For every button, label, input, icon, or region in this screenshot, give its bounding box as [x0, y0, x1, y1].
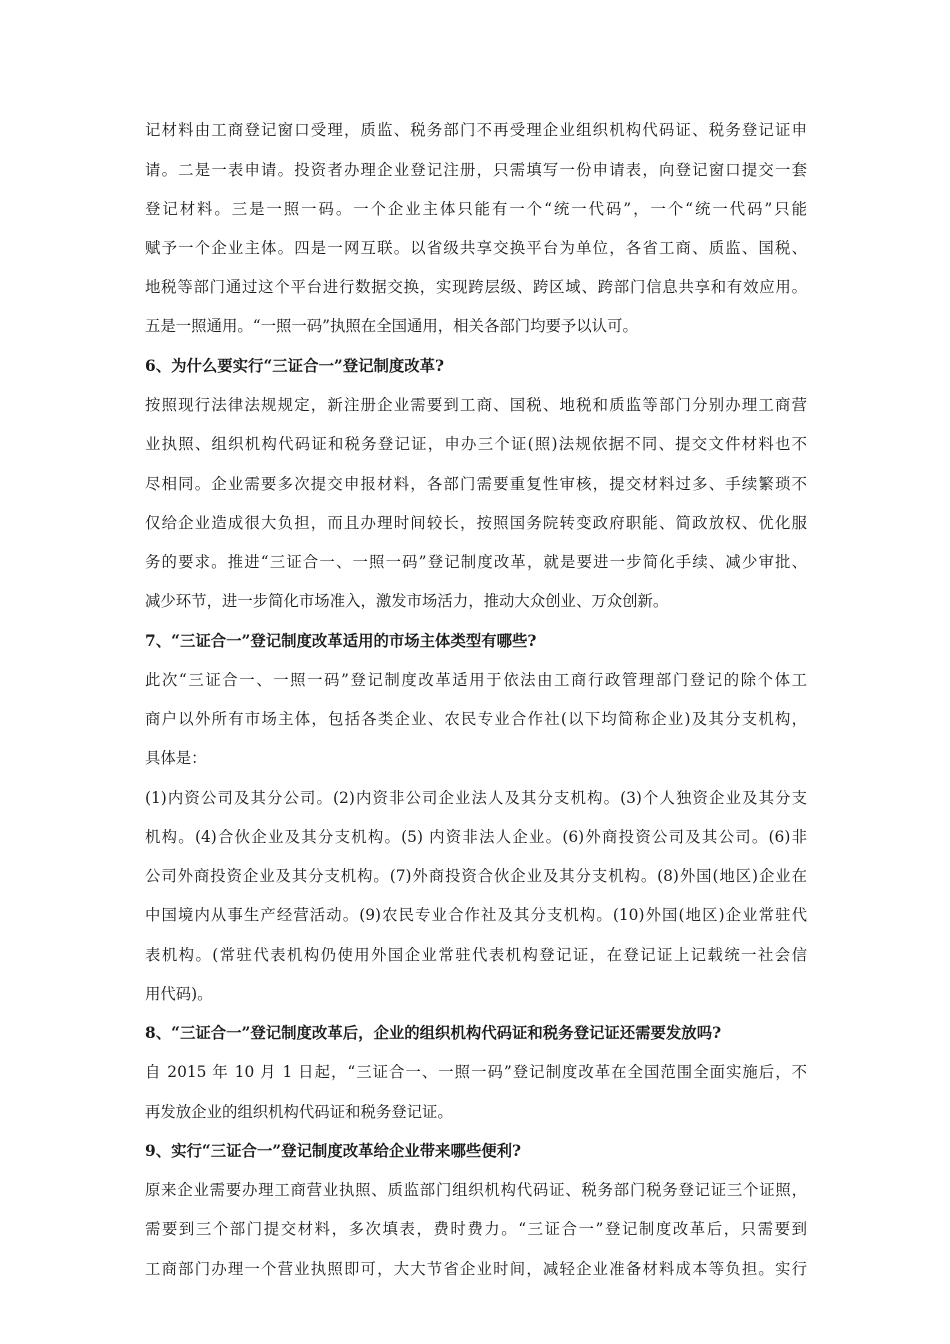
paragraph-line: 五是一照通用。“一照一码”执照在全国通用，相关各部门均要予以认可。 — [145, 317, 638, 335]
paragraph-line: 赋予一个企业主体。四是一网互联。以省级共享交换平台为单位，各省工商、质监、国税、 — [145, 239, 807, 257]
paragraph-line: 商户以外所有市场主体，包括各类企业、农民专业合作社(以下均简称企业)及其分支机构， — [145, 710, 807, 728]
paragraph-line: 登记材料。三是一照一码。一个企业主体只能有一个“统一代码”，一个“统一代码”只能 — [145, 200, 807, 218]
paragraph-line: 中国境内从事生产经营活动。(9)农民专业合作社及其分支机构。(10)外国(地区)企业常驻代 — [145, 906, 807, 924]
paragraph-line: 请。二是一表申请。投资者办理企业登记注册，只需填写一份申请表，向登记窗口提交一套 — [145, 161, 807, 179]
paragraph-line: 公司外商投资企业及其分支机构。(7)外商投资合伙企业及其分支机构。(8)外国(地区)企业在 — [145, 867, 807, 885]
paragraph-line: 机构。(4)合伙企业及其分支机构。(5) 内资非法人企业。(6)外商投资公司及其公司。(6)非 — [145, 828, 807, 846]
paragraph-line: 务的要求。推进“三证合一、一照一码”登记制度改革，就是要进一步简化手续、减少审批、 — [145, 553, 807, 571]
paragraph-line: 具体是： — [145, 749, 207, 767]
paragraph-line: 地税等部门通过这个平台进行数据交换，实现跨层级、跨区域、跨部门信息共享和有效应用。 — [145, 278, 807, 296]
paragraph-line: 按照现行法律法规规定，新注册企业需要到工商、国税、地税和质监等部门分别办理工商营 — [145, 396, 807, 414]
paragraph-line: (1)内资公司及其分公司。(2)内资非公司企业法人及其分支机构。(3)个人独资企业及其分支 — [145, 789, 807, 807]
paragraph-line: 记材料由工商登记窗口受理，质监、税务部门不再受理企业组织机构代码证、税务登记证申 — [145, 121, 807, 139]
paragraph-line: 用代码)。 — [145, 985, 213, 1003]
paragraph-line: 业执照、组织机构代码证和税务登记证，申办三个证(照)法规依据不同、提交文件材料也不 — [145, 435, 807, 453]
paragraph-line: 自 2015 年 10 月 1 日起，“三证合一、一照一码”登记制度改革在全国范围全面实施后，不 — [145, 1063, 807, 1081]
paragraph-line: 仅给企业造成很大负担，而且办理时间较长，按照国务院转变政府职能、简政放权、优化服 — [145, 514, 807, 532]
paragraph-line: 再发放企业的组织机构代码证和税务登记证。 — [145, 1103, 453, 1121]
paragraph-line: 原来企业需要办理工商营业执照、质监部门组织机构代码证、税务部门税务登记证三个证照， — [145, 1181, 807, 1199]
paragraph-line: 工商部门办理一个营业执照即可，大大节省企业时间，减轻企业准备材料成本等负担。实行 — [145, 1260, 807, 1278]
section-heading: 6、为什么要实行“三证合一”登记制度改革? — [145, 357, 445, 375]
section-heading: 8、“三证合一”登记制度改革后，企业的组织机构代码证和税务登记证还需要发放吗? — [145, 1024, 722, 1042]
section-heading: 9、实行“三证合一”登记制度改革给企业带来哪些便利? — [145, 1142, 522, 1160]
section-heading: 7、“三证合一”登记制度改革适用的市场主体类型有哪些? — [145, 632, 537, 650]
paragraph-line: 表机构。(常驻代表机构仍使用外国企业常驻代表机构登记证，在登记证上记载统一社会信 — [145, 946, 807, 964]
paragraph-line: 尽相同。企业需要多次提交申报材料，各部门需要重复性审核，提交材料过多、手续繁琐不 — [145, 475, 807, 493]
paragraph-line: 需要到三个部门提交材料，多次填表，费时费力。“三证合一”登记制度改革后，只需要到 — [145, 1220, 807, 1238]
paragraph-line: 此次“三证合一、一照一码”登记制度改革适用于依法由工商行政管理部门登记的除个体工 — [145, 671, 807, 689]
paragraph-line: 减少环节，进一步简化市场准入，激发市场活力，推动大众创业、万众创新。 — [145, 592, 669, 610]
